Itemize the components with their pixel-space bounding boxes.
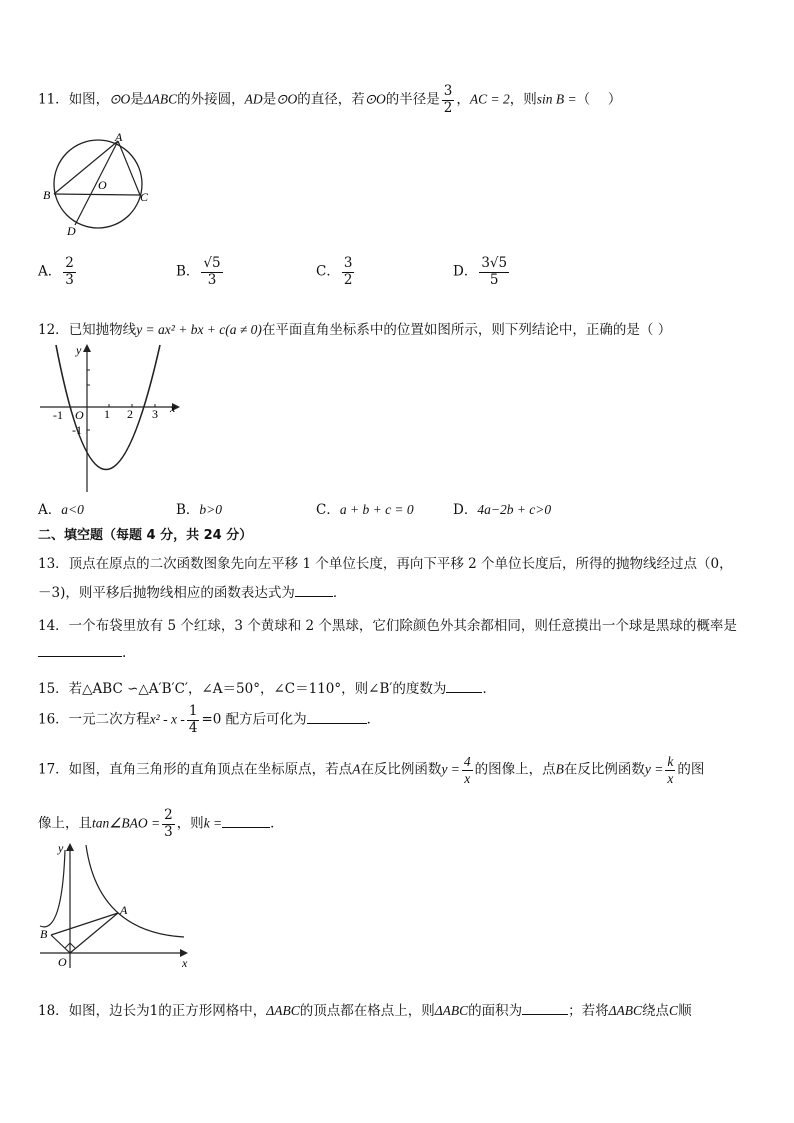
- question-17-line1: 17．如图，直角三角形的直角顶点在坐标原点，若点A在反比例函数y = $\frac{4}{x}$ 的图像上，点B在反比例函数y = $\frac{k}{x}$ 的图: [38, 754, 705, 786]
- segment-oa: [70, 913, 118, 953]
- q11-number: 11．: [38, 91, 69, 108]
- q18-answer-blank[interactable]: [522, 1002, 568, 1015]
- label-origin: O: [75, 408, 84, 422]
- q12-option-c[interactable]: C．a + b + c = 0: [316, 502, 414, 518]
- q16-answer-blank[interactable]: [307, 711, 367, 724]
- q17-answer-blank[interactable]: [222, 815, 270, 828]
- q12-parabola-figure: [38, 342, 188, 494]
- y-axis-arrow: [66, 843, 74, 851]
- q11-option-c[interactable]: C． $\frac{3}{2}$: [316, 255, 353, 288]
- tick-3: 3: [152, 407, 158, 421]
- q12-option-b[interactable]: B．b>0: [176, 502, 223, 518]
- q15-answer-blank[interactable]: [446, 680, 482, 693]
- label-o: O: [98, 178, 107, 192]
- label-y: y: [76, 343, 82, 357]
- q11-option-b[interactable]: B． $\frac{√5}{3}$: [176, 255, 221, 288]
- question-16: 16．一元二次方程x² - x - $\frac{1}{4}$ =0 配方后可化为 ．: [38, 703, 381, 736]
- segment-ab: [54, 141, 118, 194]
- segment-ob: [51, 935, 70, 953]
- hyperbola-left: [40, 850, 65, 927]
- q14-answer-line: .: [38, 644, 126, 661]
- section-fill-in-blank-heading: 二、填空题（每题 4 分，共 24 分）: [38, 528, 253, 543]
- q14-answer-blank[interactable]: [38, 644, 122, 657]
- diameter-ad: [75, 141, 118, 225]
- radius-fraction: $\frac{3}{2}$: [443, 83, 453, 116]
- label-b: B: [43, 188, 51, 202]
- q11-option-a[interactable]: A． $\frac{2}{3}$: [38, 255, 74, 288]
- q12-option-a[interactable]: A．a<0: [38, 502, 84, 518]
- label-a: A: [115, 132, 123, 144]
- question-14: 14．一个布袋里放有 5 个红球，3 个黄球和 2 个黑球，它们除颜色外其余都相同，则任意摸出一个球是黑球的概率是: [38, 618, 737, 634]
- tick-minus-1: -1: [53, 408, 63, 422]
- label-origin: O: [58, 955, 67, 969]
- label-d: D: [67, 224, 76, 237]
- segment-ab: [51, 913, 118, 935]
- question-15: 15．若△ABC ∽△A′B′C′，∠A＝50°，∠C＝110°，则∠B′的度数为 ．: [38, 681, 496, 697]
- label-c: C: [140, 190, 149, 204]
- q12-option-d[interactable]: D．4a−2b + c>0: [453, 502, 552, 518]
- question-18: 18．如图，边长为1的正方形网格中，ΔABC的顶点都在格点上，则ΔABC的面积为 ；若将ΔABC绕点C顺: [38, 1003, 692, 1019]
- question-12: 12．已知抛物线y = ax² + bx + c(a ≠ 0)在平面直角坐标系中的位置如图所示，则下列结论中，正确的是（ ）: [38, 322, 672, 338]
- label-x: x: [182, 956, 188, 970]
- tick-2: 2: [127, 407, 133, 421]
- segment-bc: [54, 194, 140, 195]
- q12-number: 12．: [38, 322, 69, 338]
- question-11: 11．如图，⊙O是ΔABC的外接圆，AD是⊙O的直径，若⊙O的半径是 $\frac{3}{2}$ ，AC = 2，则sin B =（ ）: [38, 83, 622, 116]
- q11-option-d[interactable]: D． $\frac{3√5}{5}$: [453, 255, 508, 288]
- q13-answer-blank[interactable]: [295, 584, 333, 597]
- question-13-line2: －3)，则平移后抛物线相应的函数表达式为 ．: [38, 585, 347, 601]
- segment-ac: [118, 141, 140, 195]
- question-13-line1: 13．顶点在原点的二次函数图象先向左平移 1 个单位长度，再向下平移 2 个单位长度后，所得的抛物线经过点（0，: [38, 556, 733, 572]
- tick-1: 1: [104, 407, 110, 421]
- tick-y-minus-1: -1: [72, 423, 82, 437]
- label-y: y: [58, 841, 64, 855]
- y-axis-arrow: [83, 344, 91, 352]
- label-a: A: [120, 903, 128, 917]
- question-17-line2: 像上，且tan∠BAO = $\frac{2}{3}$ ，则k = ．: [38, 807, 284, 840]
- q11-circle-figure: [40, 132, 155, 237]
- label-x: x: [170, 401, 176, 415]
- q17-hyperbola-figure: [38, 840, 198, 970]
- hyperbola-right: [86, 845, 184, 937]
- label-b: B: [40, 927, 48, 941]
